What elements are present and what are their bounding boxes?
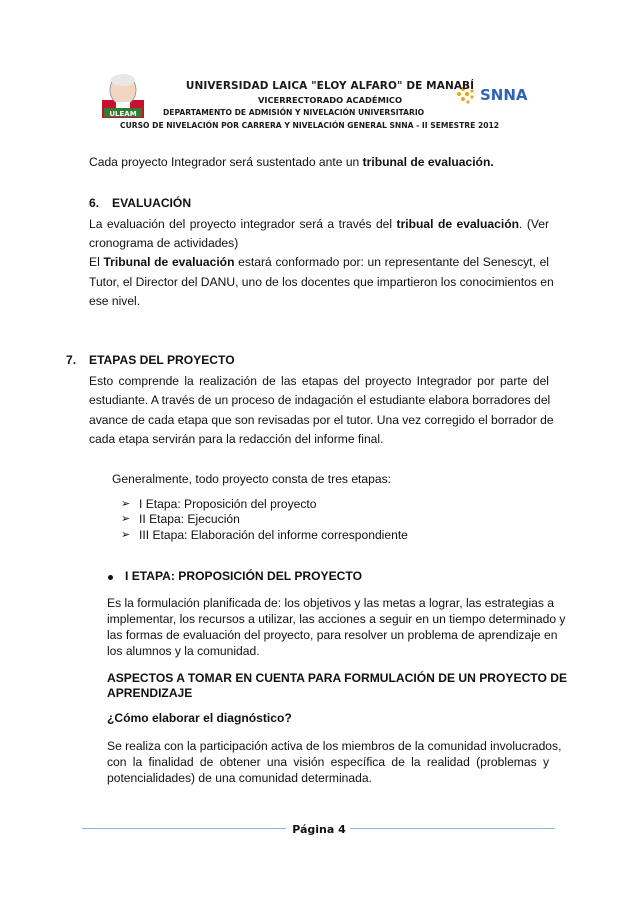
bullet-dot-icon xyxy=(108,575,113,580)
section-7-line-1: Esto comprende la realización de las etapas del proyecto Integrador por parte del xyxy=(89,374,549,388)
section-7-number: 7. xyxy=(66,353,77,367)
course-title: CURSO DE NIVELACIÓN POR CARRERA Y NIVELACIÓN GENERAL SNNA - II SEMESTRE 2012 xyxy=(120,121,500,130)
svg-text:SNNA: SNNA xyxy=(480,86,528,104)
page-number: Página 4 xyxy=(292,823,346,836)
stage-item: I Etapa: Proposición del proyecto xyxy=(139,497,317,511)
section-6-line-5: ese nivel. xyxy=(89,294,141,308)
diagnosis-question: ¿Cómo elaborar el diagnóstico? xyxy=(107,711,292,725)
section-6-line-1: La evaluación del proyecto integrador será a través del tribual de evaluación. (Ver xyxy=(89,217,549,231)
section-6-line-3: El Tribunal de evaluación estará conformado por: un representante del Senescyt, el xyxy=(89,255,549,269)
svg-text:ULEAM: ULEAM xyxy=(109,110,137,118)
vicerrectorado-title: VICERRECTORADO ACADÉMICO xyxy=(257,95,403,105)
university-name: UNIVERSIDAD LAICA "ELOY ALFARO" DE MANABÍ xyxy=(185,80,475,92)
formulation-line-3: las formas de evaluación del proyecto, para resolver un problema de aprendizaje en xyxy=(107,628,558,642)
section-7-line-4: cada etapa servirán para la redacción del informe final. xyxy=(89,432,384,446)
formulation-line-4: los alumnos y la comunidad. xyxy=(107,644,260,658)
section-6-number: 6. xyxy=(89,196,100,210)
arrow-bullet-icon: ➢ xyxy=(121,529,131,541)
stage-1-title: I ETAPA: PROPOSICIÓN DEL PROYECTO xyxy=(125,569,362,583)
stage-item: II Etapa: Ejecución xyxy=(139,512,240,526)
section-7-title: ETAPAS DEL PROYECTO xyxy=(89,353,235,367)
stage-item: III Etapa: Elaboración del informe correspondiente xyxy=(139,528,408,542)
arrow-bullet-icon: ➢ xyxy=(121,498,131,510)
aspects-title-line-2: APRENDIZAJE xyxy=(107,686,193,700)
aspects-title-line-1: ASPECTOS A TOMAR EN CUENTA PARA FORMULACIÓN DE UN PROYECTO DE xyxy=(107,671,568,685)
diagnosis-line-2: con la finalidad de obtener una visión específica de la realidad (problemas y xyxy=(107,755,549,769)
section-6-title: EVALUACIÓN xyxy=(112,196,192,210)
section-7-line-2: estudiante. A través de un proceso de indagación el estudiante elabora borradores del xyxy=(89,393,551,407)
arrow-bullet-icon: ➢ xyxy=(121,513,131,525)
section-6-line-2: cronograma de actividades) xyxy=(89,236,239,250)
section-6-line-4: Tutor, el Director del DANU, uno de los docentes que impartieron los conocimientos en xyxy=(89,275,554,289)
formulation-line-1: Es la formulación planificada de: los objetivos y las metas a lograr, las estrategias a xyxy=(107,596,555,610)
diagnosis-line-1: Se realiza con la participación activa de los miembros de la comunidad involucrados, xyxy=(107,739,562,753)
diagnosis-line-3: potencialidades) de una comunidad determinada. xyxy=(107,771,372,785)
formulation-line-2: implementar, los recursos a utilizar, las acciones a seguir en un tiempo determinado y xyxy=(107,612,566,626)
section-7-line-3: avance de cada etapa que son revisadas por el tutor. Una vez corregido el borrador de xyxy=(89,413,554,427)
intro-line: Cada proyecto Integrador será sustentado ante un tribunal de evaluación. xyxy=(89,155,494,169)
stages-intro: Generalmente, todo proyecto consta de tres etapas: xyxy=(112,472,391,486)
department-title: DEPARTAMENTO DE ADMISIÓN Y NIVELACIÓN UNIVERSITARIO xyxy=(163,108,425,117)
